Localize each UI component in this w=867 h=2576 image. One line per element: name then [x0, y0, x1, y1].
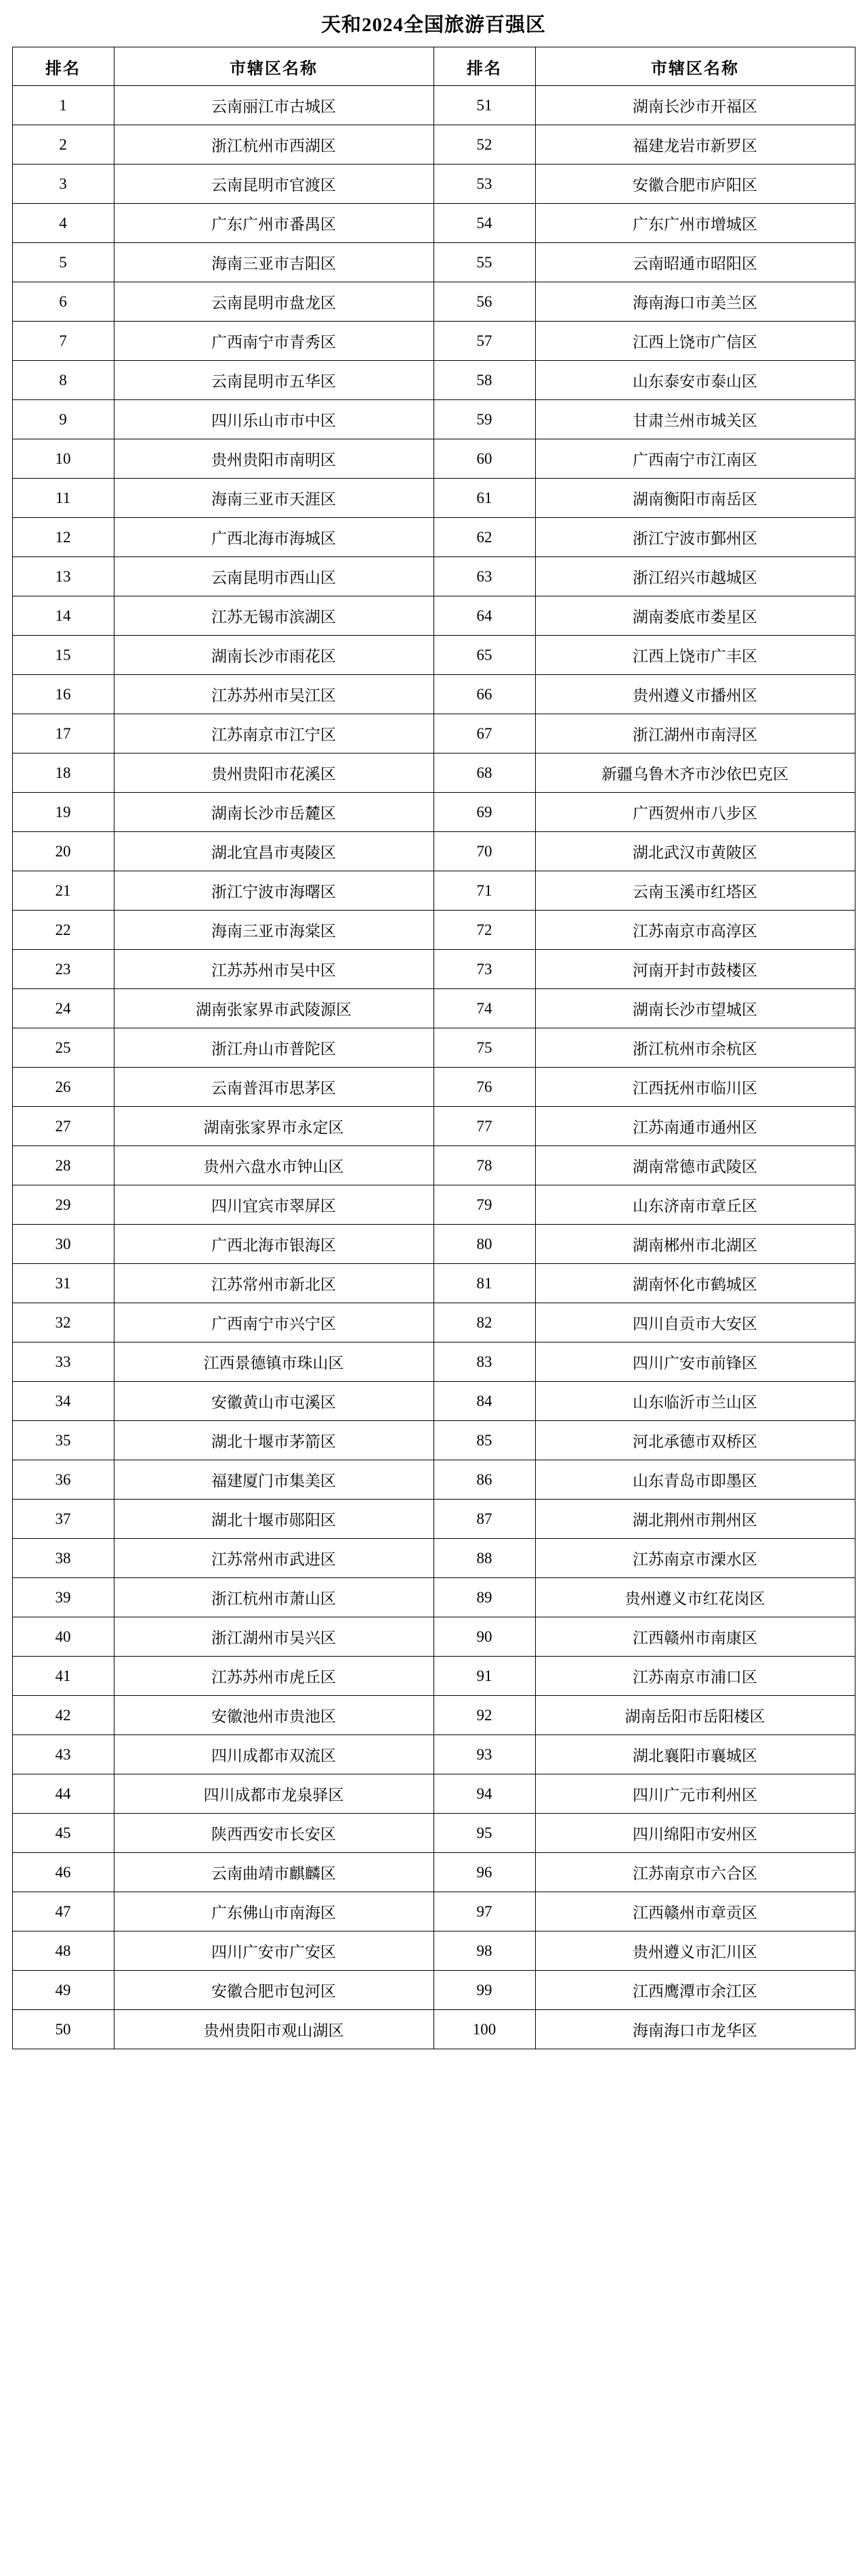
cell-district-name: 广东广州市番禺区 [114, 204, 434, 243]
cell-district-name: 浙江杭州市萧山区 [114, 1578, 434, 1617]
table-row [12, 400, 855, 439]
table-row [12, 2010, 855, 2049]
cell-rank: 74 [434, 989, 535, 1028]
cell-rank: 10 [12, 439, 114, 479]
table-row [12, 1068, 855, 1107]
cell-district-name: 云南普洱市思茅区 [114, 1068, 434, 1107]
cell-district-name: 湖北荆州市荆州区 [535, 1500, 855, 1539]
cell-rank: 91 [434, 1657, 535, 1696]
cell-district-name: 江西上饶市广信区 [535, 322, 855, 361]
cell-rank: 19 [12, 793, 114, 832]
cell-rank: 88 [434, 1539, 535, 1578]
cell-district-name: 江西景德镇市珠山区 [114, 1342, 434, 1382]
page-title: 天和2024全国旅游百强区 [320, 14, 546, 36]
cell-district-name: 海南海口市美兰区 [535, 282, 855, 322]
cell-rank: 17 [12, 714, 114, 754]
cell-rank: 20 [12, 832, 114, 871]
table-row [12, 1225, 855, 1264]
cell-rank: 40 [12, 1617, 114, 1657]
table-row [12, 1303, 855, 1342]
cell-district-name: 广东佛山市南海区 [114, 1892, 434, 1931]
cell-district-name: 广西南宁市青秀区 [114, 322, 434, 361]
cell-district-name: 湖北十堰市郧阳区 [114, 1500, 434, 1539]
cell-district-name: 浙江宁波市鄞州区 [535, 518, 855, 557]
table-header [12, 47, 855, 86]
cell-rank: 55 [434, 243, 535, 282]
table-row [12, 204, 855, 243]
cell-rank: 18 [12, 754, 114, 793]
cell-district-name: 安徽池州市贵池区 [114, 1696, 434, 1735]
cell-rank: 44 [12, 1774, 114, 1814]
cell-district-name: 江西抚州市临川区 [535, 1068, 855, 1107]
cell-rank: 76 [434, 1068, 535, 1107]
cell-rank: 8 [12, 361, 114, 400]
table-row [12, 518, 855, 557]
table-row [12, 911, 855, 950]
cell-rank: 77 [434, 1107, 535, 1146]
cell-rank: 51 [434, 86, 535, 125]
table-row [12, 439, 855, 479]
cell-district-name: 福建龙岩市新罗区 [535, 125, 855, 165]
cell-district-name: 四川广元市利州区 [535, 1774, 855, 1814]
cell-rank: 9 [12, 400, 114, 439]
table-row [12, 832, 855, 871]
table-row [12, 989, 855, 1028]
cell-rank: 11 [12, 479, 114, 518]
table-row [12, 1774, 855, 1814]
cell-rank: 29 [12, 1185, 114, 1225]
cell-district-name: 四川自贡市大安区 [535, 1303, 855, 1342]
table-row [12, 86, 855, 125]
cell-rank: 89 [434, 1578, 535, 1617]
cell-district-name: 海南三亚市海棠区 [114, 911, 434, 950]
cell-rank: 99 [434, 1971, 535, 2010]
cell-rank: 83 [434, 1342, 535, 1382]
table-row [12, 596, 855, 636]
cell-district-name: 云南昭通市昭阳区 [535, 243, 855, 282]
table-header-row [12, 47, 855, 86]
cell-rank: 45 [12, 1814, 114, 1853]
cell-district-name: 湖南常德市武陵区 [535, 1146, 855, 1185]
cell-district-name: 安徽黄山市屯溪区 [114, 1382, 434, 1421]
cell-district-name: 湖南张家界市武陵源区 [114, 989, 434, 1028]
cell-rank: 5 [12, 243, 114, 282]
cell-rank: 94 [434, 1774, 535, 1814]
cell-district-name: 新疆乌鲁木齐市沙依巴克区 [535, 754, 855, 793]
cell-rank: 27 [12, 1107, 114, 1146]
cell-district-name: 贵州六盘水市钟山区 [114, 1146, 434, 1185]
cell-district-name: 贵州贵阳市南明区 [114, 439, 434, 479]
cell-rank: 26 [12, 1068, 114, 1107]
cell-district-name: 四川成都市双流区 [114, 1735, 434, 1774]
cell-district-name: 四川乐山市市中区 [114, 400, 434, 439]
cell-rank: 68 [434, 754, 535, 793]
cell-district-name: 湖北宜昌市夷陵区 [114, 832, 434, 871]
cell-district-name: 江苏苏州市虎丘区 [114, 1657, 434, 1696]
cell-district-name: 海南三亚市天涯区 [114, 479, 434, 518]
cell-rank: 62 [434, 518, 535, 557]
cell-rank: 86 [434, 1460, 535, 1500]
cell-district-name: 江西赣州市南康区 [535, 1617, 855, 1657]
cell-rank: 16 [12, 675, 114, 714]
table-row [12, 675, 855, 714]
table-row [12, 1028, 855, 1068]
cell-rank: 4 [12, 204, 114, 243]
cell-district-name: 广西北海市银海区 [114, 1225, 434, 1264]
cell-rank: 32 [12, 1303, 114, 1342]
cell-district-name: 云南昆明市官渡区 [114, 165, 434, 204]
cell-district-name: 贵州遵义市播州区 [535, 675, 855, 714]
cell-district-name: 江苏南京市江宁区 [114, 714, 434, 754]
cell-rank: 50 [12, 2010, 114, 2049]
cell-rank: 72 [434, 911, 535, 950]
cell-district-name: 福建厦门市集美区 [114, 1460, 434, 1500]
table-row [12, 243, 855, 282]
cell-district-name: 湖南岳阳市岳阳楼区 [535, 1696, 855, 1735]
cell-rank: 61 [434, 479, 535, 518]
cell-rank: 41 [12, 1657, 114, 1696]
table-row [12, 1892, 855, 1931]
table-row [12, 1657, 855, 1696]
cell-district-name: 江西赣州市章贡区 [535, 1892, 855, 1931]
cell-district-name: 云南曲靖市麒麟区 [114, 1853, 434, 1892]
cell-rank: 58 [434, 361, 535, 400]
table-row [12, 1853, 855, 1892]
cell-rank: 75 [434, 1028, 535, 1068]
cell-rank: 12 [12, 518, 114, 557]
table-row [12, 754, 855, 793]
cell-district-name: 海南三亚市吉阳区 [114, 243, 434, 282]
table-row [12, 1696, 855, 1735]
cell-rank: 47 [12, 1892, 114, 1931]
cell-district-name: 四川广安市广安区 [114, 1931, 434, 1971]
cell-district-name: 山东济南市章丘区 [535, 1185, 855, 1225]
cell-rank: 98 [434, 1931, 535, 1971]
cell-district-name: 浙江宁波市海曙区 [114, 871, 434, 911]
table-row [12, 322, 855, 361]
cell-district-name: 云南昆明市五华区 [114, 361, 434, 400]
table-row [12, 871, 855, 911]
cell-district-name: 湖南怀化市鹤城区 [535, 1264, 855, 1303]
cell-rank: 66 [434, 675, 535, 714]
cell-district-name: 江苏常州市武进区 [114, 1539, 434, 1578]
cell-rank: 95 [434, 1814, 535, 1853]
cell-rank: 84 [434, 1382, 535, 1421]
cell-district-name: 河北承德市双桥区 [535, 1421, 855, 1460]
cell-district-name: 江苏南京市高淳区 [535, 911, 855, 950]
cell-rank: 37 [12, 1500, 114, 1539]
cell-district-name: 四川成都市龙泉驿区 [114, 1774, 434, 1814]
cell-district-name: 浙江绍兴市越城区 [535, 557, 855, 596]
cell-district-name: 江苏南通市通州区 [535, 1107, 855, 1146]
cell-district-name: 湖南长沙市开福区 [535, 86, 855, 125]
table-row [12, 479, 855, 518]
cell-rank: 3 [12, 165, 114, 204]
cell-rank: 54 [434, 204, 535, 243]
cell-rank: 1 [12, 86, 114, 125]
cell-district-name: 浙江湖州市南浔区 [535, 714, 855, 754]
cell-district-name: 贵州贵阳市花溪区 [114, 754, 434, 793]
cell-rank: 24 [12, 989, 114, 1028]
cell-district-name: 甘肃兰州市城关区 [535, 400, 855, 439]
cell-rank: 25 [12, 1028, 114, 1068]
cell-rank: 79 [434, 1185, 535, 1225]
cell-rank: 64 [434, 596, 535, 636]
column-header-name-left: 市辖区名称 [114, 47, 434, 86]
table-row [12, 361, 855, 400]
cell-rank: 96 [434, 1853, 535, 1892]
cell-rank: 59 [434, 400, 535, 439]
cell-rank: 100 [434, 2010, 535, 2049]
cell-rank: 14 [12, 596, 114, 636]
cell-district-name: 河南开封市鼓楼区 [535, 950, 855, 989]
cell-district-name: 广西贺州市八步区 [535, 793, 855, 832]
ranking-table [12, 47, 855, 2049]
cell-rank: 60 [434, 439, 535, 479]
cell-rank: 42 [12, 1696, 114, 1735]
cell-rank: 33 [12, 1342, 114, 1382]
cell-district-name: 四川宜宾市翠屏区 [114, 1185, 434, 1225]
cell-district-name: 陕西西安市长安区 [114, 1814, 434, 1853]
column-header-rank-left: 排名 [12, 47, 114, 86]
cell-district-name: 湖北武汉市黄陂区 [535, 832, 855, 871]
table-row [12, 1185, 855, 1225]
table-row [12, 1460, 855, 1500]
cell-rank: 85 [434, 1421, 535, 1460]
cell-rank: 92 [434, 1696, 535, 1735]
cell-rank: 65 [434, 636, 535, 675]
table-row [12, 793, 855, 832]
table-body [12, 86, 855, 2049]
cell-rank: 80 [434, 1225, 535, 1264]
cell-rank: 82 [434, 1303, 535, 1342]
cell-district-name: 云南昆明市西山区 [114, 557, 434, 596]
cell-rank: 23 [12, 950, 114, 989]
cell-rank: 81 [434, 1264, 535, 1303]
cell-rank: 2 [12, 125, 114, 165]
cell-rank: 73 [434, 950, 535, 989]
table-row [12, 1578, 855, 1617]
cell-rank: 70 [434, 832, 535, 871]
cell-rank: 90 [434, 1617, 535, 1657]
cell-rank: 93 [434, 1735, 535, 1774]
cell-district-name: 广东广州市增城区 [535, 204, 855, 243]
cell-rank: 49 [12, 1971, 114, 2010]
cell-district-name: 广西北海市海城区 [114, 518, 434, 557]
cell-district-name: 安徽合肥市包河区 [114, 1971, 434, 2010]
cell-district-name: 湖南长沙市岳麓区 [114, 793, 434, 832]
cell-district-name: 安徽合肥市庐阳区 [535, 165, 855, 204]
cell-rank: 39 [12, 1578, 114, 1617]
cell-district-name: 浙江杭州市余杭区 [535, 1028, 855, 1068]
cell-rank: 52 [434, 125, 535, 165]
cell-district-name: 山东泰安市泰山区 [535, 361, 855, 400]
cell-rank: 35 [12, 1421, 114, 1460]
table-row [12, 1146, 855, 1185]
table-row [12, 1264, 855, 1303]
cell-district-name: 湖南娄底市娄星区 [535, 596, 855, 636]
cell-rank: 87 [434, 1500, 535, 1539]
cell-district-name: 贵州遵义市汇川区 [535, 1931, 855, 1971]
cell-district-name: 海南海口市龙华区 [535, 2010, 855, 2049]
table-row [12, 636, 855, 675]
table-row [12, 1107, 855, 1146]
cell-rank: 22 [12, 911, 114, 950]
table-row [12, 714, 855, 754]
cell-rank: 38 [12, 1539, 114, 1578]
cell-rank: 46 [12, 1853, 114, 1892]
cell-rank: 36 [12, 1460, 114, 1500]
cell-district-name: 江苏苏州市吴江区 [114, 675, 434, 714]
cell-rank: 57 [434, 322, 535, 361]
cell-rank: 31 [12, 1264, 114, 1303]
cell-rank: 71 [434, 871, 535, 911]
cell-district-name: 浙江湖州市吴兴区 [114, 1617, 434, 1657]
cell-district-name: 贵州遵义市红花岗区 [535, 1578, 855, 1617]
table-row [12, 1617, 855, 1657]
table-row [12, 557, 855, 596]
cell-district-name: 江西上饶市广丰区 [535, 636, 855, 675]
cell-rank: 21 [12, 871, 114, 911]
cell-rank: 48 [12, 1931, 114, 1971]
column-header-name-right: 市辖区名称 [535, 47, 855, 86]
cell-rank: 56 [434, 282, 535, 322]
cell-rank: 53 [434, 165, 535, 204]
cell-district-name: 贵州贵阳市观山湖区 [114, 2010, 434, 2049]
table-row [12, 1814, 855, 1853]
cell-district-name: 浙江杭州市西湖区 [114, 125, 434, 165]
table-row [12, 1971, 855, 2010]
table-row [12, 165, 855, 204]
table-row [12, 1421, 855, 1460]
cell-district-name: 江苏苏州市吴中区 [114, 950, 434, 989]
cell-district-name: 湖南长沙市雨花区 [114, 636, 434, 675]
table-row [12, 1539, 855, 1578]
cell-rank: 7 [12, 322, 114, 361]
cell-district-name: 湖北襄阳市襄城区 [535, 1735, 855, 1774]
cell-district-name: 江苏南京市六合区 [535, 1853, 855, 1892]
cell-district-name: 四川绵阳市安州区 [535, 1814, 855, 1853]
cell-district-name: 湖北十堰市茅箭区 [114, 1421, 434, 1460]
cell-district-name: 云南丽江市古城区 [114, 86, 434, 125]
cell-rank: 28 [12, 1146, 114, 1185]
cell-district-name: 浙江舟山市普陀区 [114, 1028, 434, 1068]
cell-district-name: 云南玉溪市红塔区 [535, 871, 855, 911]
cell-rank: 97 [434, 1892, 535, 1931]
cell-rank: 6 [12, 282, 114, 322]
table-row [12, 1382, 855, 1421]
cell-district-name: 江苏南京市溧水区 [535, 1539, 855, 1578]
table-row [12, 1500, 855, 1539]
cell-district-name: 江苏无锡市滨湖区 [114, 596, 434, 636]
cell-rank: 63 [434, 557, 535, 596]
cell-district-name: 江苏常州市新北区 [114, 1264, 434, 1303]
column-header-rank-right: 排名 [434, 47, 535, 86]
cell-rank: 43 [12, 1735, 114, 1774]
cell-rank: 15 [12, 636, 114, 675]
table-row [12, 1931, 855, 1971]
cell-rank: 34 [12, 1382, 114, 1421]
cell-rank: 67 [434, 714, 535, 754]
cell-district-name: 广西南宁市兴宁区 [114, 1303, 434, 1342]
cell-district-name: 山东临沂市兰山区 [535, 1382, 855, 1421]
cell-district-name: 山东青岛市即墨区 [535, 1460, 855, 1500]
cell-district-name: 广西南宁市江南区 [535, 439, 855, 479]
cell-district-name: 江西鹰潭市余江区 [535, 1971, 855, 2010]
table-row [12, 950, 855, 989]
cell-rank: 30 [12, 1225, 114, 1264]
cell-rank: 78 [434, 1146, 535, 1185]
cell-district-name: 湖南郴州市北湖区 [535, 1225, 855, 1264]
table-row [12, 282, 855, 322]
cell-district-name: 云南昆明市盘龙区 [114, 282, 434, 322]
cell-district-name: 江苏南京市浦口区 [535, 1657, 855, 1696]
table-row [12, 125, 855, 165]
cell-rank: 69 [434, 793, 535, 832]
cell-rank: 13 [12, 557, 114, 596]
table-row [12, 1735, 855, 1774]
cell-district-name: 湖南张家界市永定区 [114, 1107, 434, 1146]
cell-district-name: 四川广安市前锋区 [535, 1342, 855, 1382]
cell-district-name: 湖南衡阳市南岳区 [535, 479, 855, 518]
table-row [12, 1342, 855, 1382]
cell-district-name: 湖南长沙市望城区 [535, 989, 855, 1028]
